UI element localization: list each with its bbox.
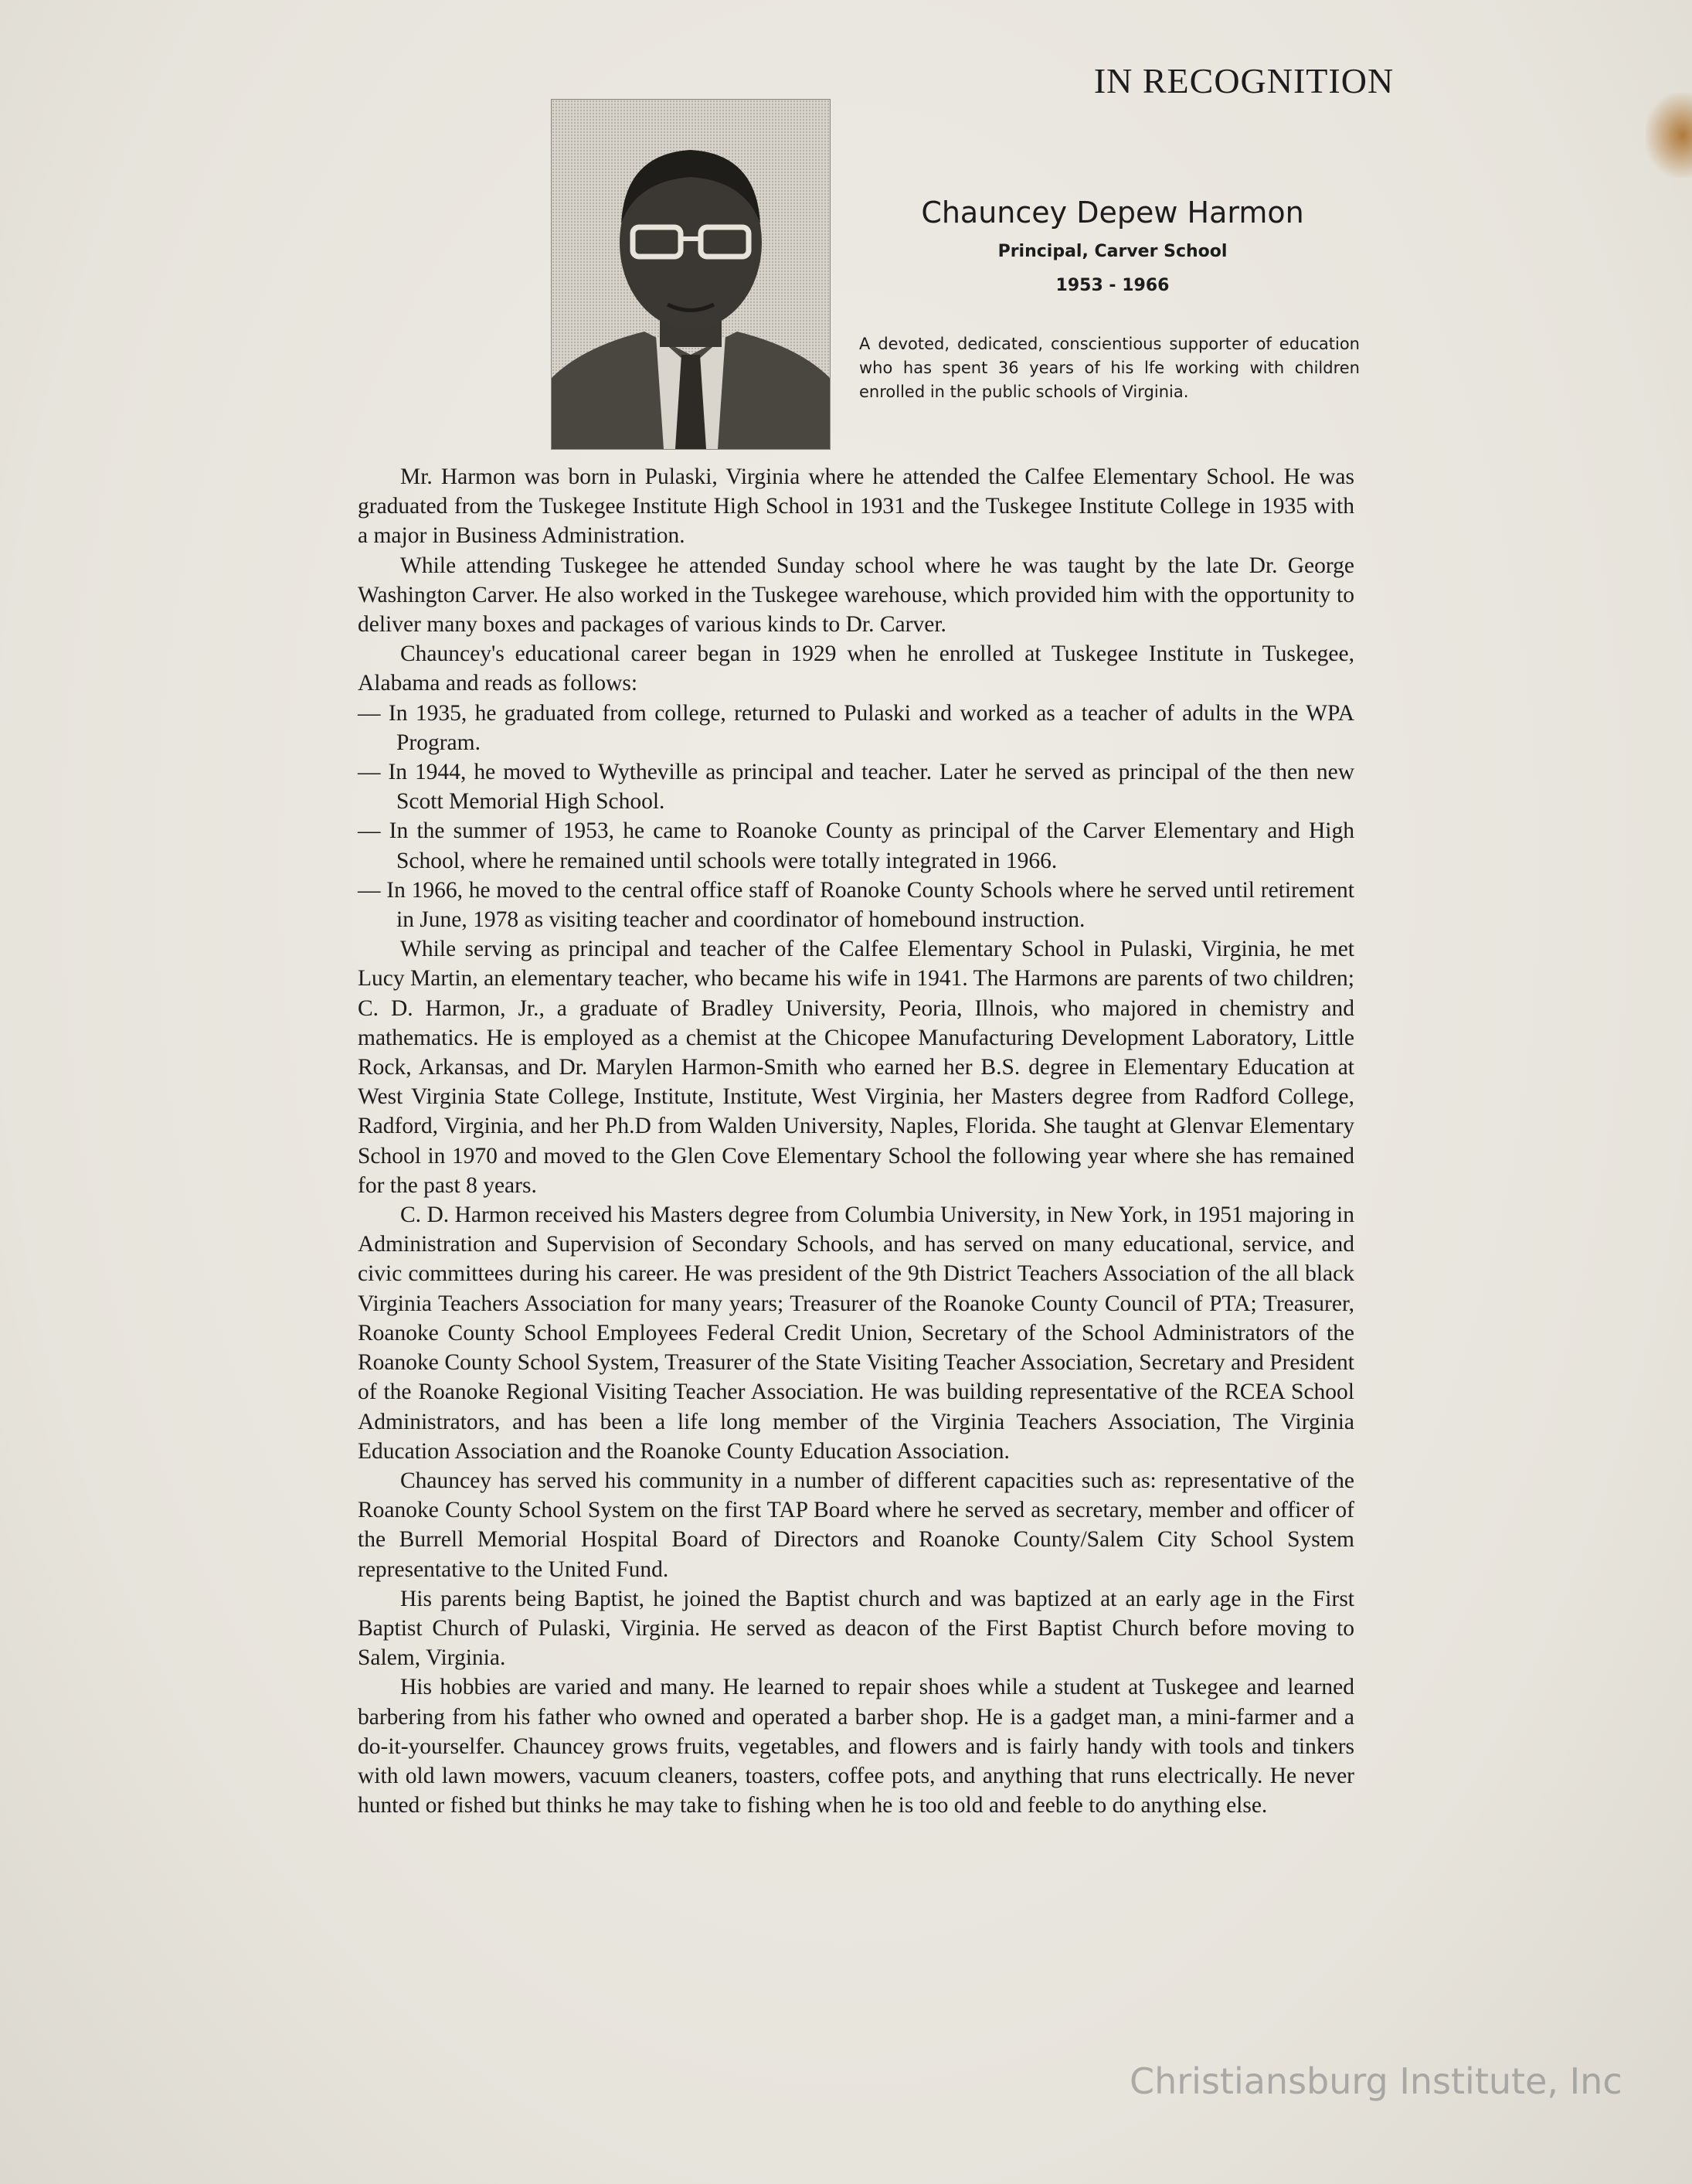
career-item-1953: — In the summer of 1953, he came to Roanoke County as principal of the Carver Elementary and High School, where he remained until schools were totally integrated in 1966. xyxy=(358,818,1354,873)
career-item-1935: — In 1935, he graduated from college, returned to Pulaski and worked as a teacher of adults in the WPA Program. xyxy=(358,700,1354,755)
watermark-text: Christiansburg Institute, Inc xyxy=(1130,2060,1622,2102)
paragraph-education-service: C. D. Harmon received his Masters degree from Columbia University, in New York, in 1951 majoring in Administration and Supervision of Secondary Schools, and has served on many educational, service, and civic committees during his career. He was president of the 9th District Teachers Association of the all black Virginia Teachers Association for many years; Treasurer of the Roanoke County Council of PTA; Treasurer, Roanoke County School Employees Federal Credit Union, Secretary of the School Administrators of the Roanoke County School System, Treasurer of the State Visiting Teacher Association, Secretary and President of the Roanoke Regional Visiting Teacher Association. He was building representative of the RCEA School Administrators, and has been a life long member of the Virginia Teachers Association, The Virginia Education Association and the Roanoke County Education Association. xyxy=(358,1203,1354,1464)
honoree-name: Chauncey Depew Harmon xyxy=(921,196,1304,230)
career-item-1966: — In 1966, he moved to the central office staff of Roanoke County Schools where he served until retirement in June, 1978 as visiting teacher and coordinator of homebound instruction. xyxy=(358,877,1354,933)
biography-body xyxy=(358,462,1354,1820)
paragraph-birth: Mr. Harmon was born in Pulaski, Virginia where he attended the Calfee Elementary School. He was graduated from the Tuskegee Institute High School in 1931 and the Tuskegee Institute College in 1935 with a major in Business Administration. xyxy=(358,464,1354,549)
honoree-position: Principal, Carver School xyxy=(997,242,1228,261)
paragraph-community: Chauncey has served his community in a number of different capacities such as: representative of the Roanoke County School System on the first TAP Board where he served as secretary, member and officer of the Burrell Memorial Hospital Board of Directors and Roanoke County/Salem City School System representative to the United Fund. xyxy=(358,1468,1354,1582)
portrait-illustration xyxy=(552,100,830,449)
tribute-statement: A devoted, dedicated, conscientious supporter of education who has spent 36 years of his lfe working with children enrolled in the public schools of Virginia. xyxy=(859,335,1360,401)
paragraph-hobbies: His hobbies are varied and many. He learned to repair shoes while a student at Tuskegee and learned barbering from his father who owned and operated a barber shop. He is a gadget man, a mini-farmer and a do-it-yourselfer. Chauncey grows fruits, vegetables, and flowers and is fairly handy with tools and tinkers with old lawn mowers, vacuum cleaners, toasters, coffee pots, and anything that runs electrically. He never hunted or fished but thinks he may take to fishing when he is too old and feeble to do anything else. xyxy=(358,1675,1354,1818)
paragraph-family: While serving as principal and teacher of the Calfee Elementary School in Pulaski, Virginia, he met Lucy Martin, an elementary teacher, who became his wife in 1941. The Harmons are parents of two children; C. D. Harmon, Jr., a graduate of Bradley University, Peoria, Illnois, who majored in chemistry and mathematics. He is employed as a chemist at the Chicopee Manufacturing Development Laboratory, Little Rock, Arkansas, and Dr. Marylen Harmon-Smith who earned her B.S. degree in Elementary Education at West Virginia State College, Institute, Institute, West Virginia, her Masters degree from Radford College, Radford, Virginia, and her Ph.D from Walden University, Naples, Florida. She taught at Glenvar Elementary School in 1970 and moved to the Glen Cove Elementary School the following year where she has remained for the past 8 years. xyxy=(358,937,1354,1198)
paragraph-career-intro: Chauncey's educational career began in 1929 when he enrolled at Tuskegee Institute in Tuskegee, Alabama and reads as follows: xyxy=(358,641,1354,696)
paragraph-tuskegee: While attending Tuskegee he attended Sunday school where he was taught by the late Dr. George Washington Carver. He also worked in the Tuskegee warehouse, which provided him with the opportunity to deliver many boxes and packages of various kinds to Dr. Carver. xyxy=(358,553,1354,638)
portrait-photo xyxy=(551,99,831,450)
document-heading: IN RECOGNITION xyxy=(1093,61,1395,100)
paper-stain xyxy=(1646,93,1692,178)
service-years: 1953 - 1966 xyxy=(1055,276,1170,295)
paragraph-church: His parents being Baptist, he joined the Baptist church and was baptized at an early age in the First Baptist Church of Pulaski, Virginia. He served as deacon of the First Baptist Church before moving to Salem, Virginia. xyxy=(358,1586,1354,1671)
career-item-1944: — In 1944, he moved to Wytheville as principal and teacher. Later he served as principal of the then new Scott Memorial High School. xyxy=(358,760,1354,815)
